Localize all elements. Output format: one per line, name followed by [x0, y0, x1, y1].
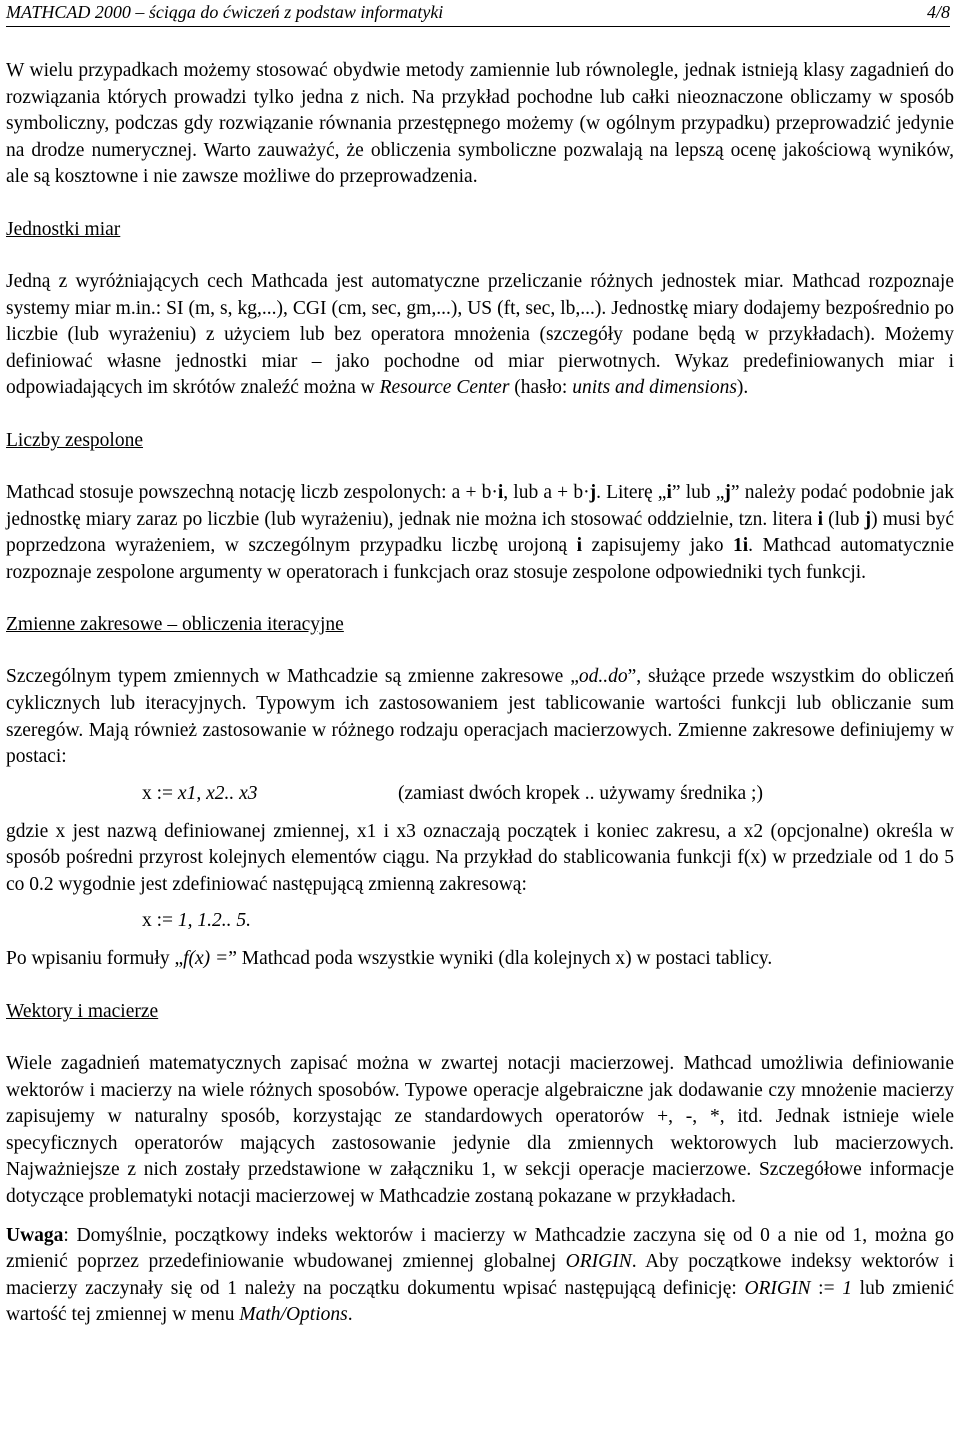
- page-header: [6, 0, 950, 27]
- vectors-paragraph: Wiele zagadnień matematycznych zapisać można w zwartej notacji macierzowej. Mathcad umożliwia definiowanie wektorów i macierzy na wiele różnych sposobów. Typowe operacje algebraiczne jak dodawanie czy mnożenie macierzy zapisujemy w naturalny sposób, korzystając ze standardowych operatorów +, -, *, itd. Jednak istnieje wiele specyficznych operatorów mających zastosowanie jedynie dla zmiennych wektorowych lub macierzowych. Najważniejsze z nich zostały przedstawione w załączniku 1, w sekcji operacje macierzowe. Szczegółowe informacje dotyczące problematyki notacji macierzowej w Mathcadzie zostaną pokazane w przykładach.: [6, 1053, 954, 1208]
- section-heading-ranges: Zmienne zakresowe – obliczenia iteracyjne: [6, 614, 344, 636]
- ranges-paragraph: Szczególnym typem zmiennych w Mathcadzie są zmienne zakresowe „od..do”, służące przede wszystkim do obliczeń cyklicznych lub iteracyjnych. Typowym ich zastosowaniem jest tablicowanie wartości funkcji lub obliczanie sum szeregów. Mają również zastosowanie w różnego rodzaju operacjach macierzowych. Zmienne zakresowe definiujemy w postaci:: [6, 666, 954, 768]
- range-formula: x := x1, x2.. x3 (zamiast dwóch kropek .. używamy średnika ;): [6, 771, 954, 819]
- note-paragraph: Uwaga: Domyślnie, początkowy indeks wektorów i macierzy w Mathcadzie zaczyna się od 0 a nie od 1, można go zmienić poprzez przedefiniowanie wbudowanej zmiennej globalnej ORIGIN. Aby początkowe indeksy wektorów i macierzy zaczynały się od 1 należy na początku dokumentu wpisać następującą definicję: ORIGIN := 1 lub zmienić wartość tej zmiennej w menu Math/Options.: [6, 1224, 954, 1326]
- complex-paragraph: Mathcad stosuje powszechną notację liczb zespolonych: a + b·i, lub a + b·j. Literę „i” lub „j” należy podać podobnie jak jednostkę miary zaraz po liczbie (lub wyrażeniu), jednak nie można ich stosować oddzielnie, tzn. litera i (lub j) musi być poprzedzona wyrażeniem, w szczególnym przypadku liczbę urojoną i zapisujemy jako 1i. Mathcad automatycznie rozpoznaje zespolone argumenty w operatorach i funkcjach oraz stosuje zespolone odpowiedniki tych funkcji.: [6, 481, 955, 583]
- page-number: 4/8: [926, 2, 950, 22]
- ranges-paragraph-2: gdzie x jest nazwą definiowanej zmiennej, x1 i x3 oznaczają początek i koniec zakresu, a x2 (opcjonalne) określa w sposób pośredni przyrost kolejnych elementów ciągu. Na przykład do stablicowania funkcji f(x) w przedziale od 1 do 5 co 0.2 wygodnie jest zdefiniować następującą zmienną zakresową:: [6, 820, 954, 895]
- section-heading-complex: Liczby zespolone: [6, 429, 143, 451]
- units-paragraph: Jedną z wyróżniających cech Mathcada jest automatyczne przeliczanie różnych jednostek miar. Mathcad rozpoznaje systemy miar m.in.: SI (m, s, kg,...), CGI (cm, sec, gm,...), US (ft, sec, lb,...). Jednostkę miary dodajemy bezpośrednio po liczbie (lub wyrażeniu) z użyciem lub bez operatora mnożenia (szczegóły podane będą w przykładach). Możemy definiować własne jednostki miar – jako pochodne od miar pierwotnych. Wykaz predefiniowanych miar i odpowiadających im skrótów znaleźć można w Resource Center (hasło: units and dimensions).: [6, 270, 954, 399]
- header-title: MATHCAD 2000 – ściąga do ćwiczeń z podstaw informatyki: [6, 2, 444, 22]
- range-example: x := 1, 1.2.. 5.: [142, 910, 252, 932]
- intro-paragraph: W wielu przypadkach możemy stosować obydwie metody zamiennie lub równolegle, jednak istnieją klasy zagadnień do rozwiązania których prowadzi tylko jedna z nich. Na przykład pochodne lub całki nieoznaczone obliczamy w sposób symboliczny, podczas gdy rozwiązanie równania przestępnego możemy (w ogólnym przypadku) przeprowadzić jedynie na drodze numerycznej. Warto zauważyć, że obliczenia symboliczne pozwalają na lepszą ocenę jakościową wyników, ale są kosztowne i nie zawsze możliwe do przeprowadzenia.: [6, 60, 954, 188]
- document-body: [6, 58, 954, 1329]
- section-heading-units: Jednostki miar: [6, 218, 121, 240]
- ranges-paragraph-3: Po wpisaniu formuły „f(x) =” Mathcad poda wszystkie wyniki (dla kolejnych x) w postaci tablicy.: [6, 948, 773, 970]
- range-formula-note: (zamiast dwóch kropek .. używamy średnika ;): [398, 782, 763, 804]
- section-heading-vectors: Wektory i macierze: [6, 1001, 159, 1023]
